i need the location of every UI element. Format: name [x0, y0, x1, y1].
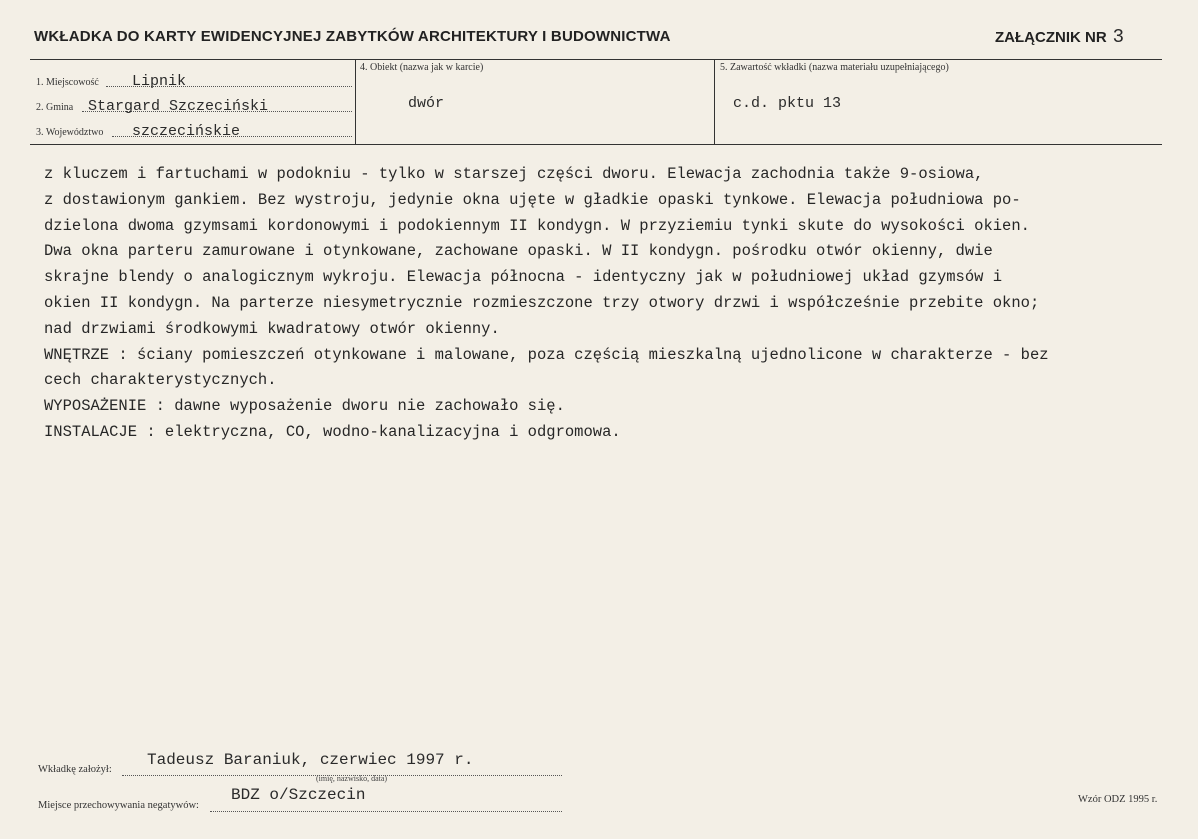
author-hint: (imię, nazwisko, data) — [316, 774, 388, 783]
miejscowosc-value: Lipnik — [132, 73, 187, 90]
field-gmina — [36, 99, 352, 115]
body-line: WYPOSAŻENIE : dawne wyposażenie dworu nie zachowało się. — [44, 397, 565, 416]
obiekt-label: 4. Obiekt (nazwa jak w karcie) — [360, 62, 484, 73]
body-line: nad drzwiami środkowymi kwadratowy otwór okienny. — [44, 319, 500, 338]
field-miejscowosc — [36, 74, 352, 90]
body-line: dzielona dwoma gzymsami kordonowymi i podokiennym II kondygn. W przyziemiu tynki skute do wysokości okien. — [44, 216, 1030, 235]
body-line: INSTALACJE : elektryczna, CO, wodno-kanalizacyjna i odgromowa. — [44, 422, 621, 441]
obiekt-value: dwór — [408, 95, 445, 112]
form-title: WKŁADKA DO KARTY EWIDENCYJNEJ ZABYTKÓW ARCHITEKTURY I BUDOWNICTWA — [34, 28, 671, 45]
zawartosc-value: c.d. pktu 13 — [733, 95, 842, 112]
storage-label: Miejsce przechowywania negatywów: — [38, 800, 199, 811]
header-box-top-rule — [30, 59, 1162, 60]
body-line: okien II kondygn. Na parterze niesymetrycznie rozmieszczone trzy otwory drzwi i współcześnie przebite okno; — [44, 293, 1040, 312]
annex-number: 3 — [1112, 26, 1125, 48]
body-line: z kluczem i fartuchami w podokniu - tylko w starszej części dworu. Elewacja zachodnia także 9-osiowa, — [44, 165, 984, 183]
body-line: WNĘTRZE : ściany pomieszczeń otynkowane i malowane, poza częścią mieszkalną ujednolicone w charakterze - bez — [44, 345, 1049, 364]
header-box-divider-1 — [355, 59, 356, 145]
body-line: cech charakterystycznych. — [44, 371, 277, 390]
gmina-value: Stargard Szczeciński — [88, 98, 269, 115]
author-label: Wkładkę założył: — [38, 764, 112, 775]
form-version: Wzór ODZ 1995 r. — [1078, 794, 1158, 805]
storage-value: BDZ o/Szczecin — [231, 786, 366, 804]
body-line: skrajne blendy o analogicznym wykroju. Elewacja północna - identyczny jak w południowej układ gzymsów i — [44, 268, 1003, 287]
annex-label-text: ZAŁĄCZNIK NR — [995, 29, 1107, 46]
wojewodztwo-label: 3. Województwo — [36, 127, 104, 138]
wojewodztwo-value: szczecińskie — [132, 123, 241, 140]
typed-description — [44, 162, 1154, 446]
zawartosc-label: 5. Zawartość wkładki (nazwa materiału uzupełniającego) — [720, 62, 949, 73]
body-line: z dostawionym gankiem. Bez wystroju, jedynie okna ujęte w gładkie opaski tynkowe. Elewacja południowa po- — [44, 190, 1021, 209]
miejscowosc-label: 1. Miejscowość — [36, 77, 99, 88]
header-box-bottom-rule — [30, 144, 1162, 145]
header-box-divider-2 — [714, 59, 715, 145]
body-line: Dwa okna parteru zamurowane i otynkowane, zachowane opaski. W II kondygn. pośrodku otwór okienny, dwie — [44, 242, 993, 261]
field-wojewodztwo — [36, 124, 352, 140]
storage-dotted-line — [210, 811, 562, 812]
annex-label — [995, 26, 1124, 48]
author-value: Tadeusz Baraniuk, czerwiec 1997 r. — [147, 751, 474, 769]
gmina-label: 2. Gmina — [36, 102, 74, 113]
